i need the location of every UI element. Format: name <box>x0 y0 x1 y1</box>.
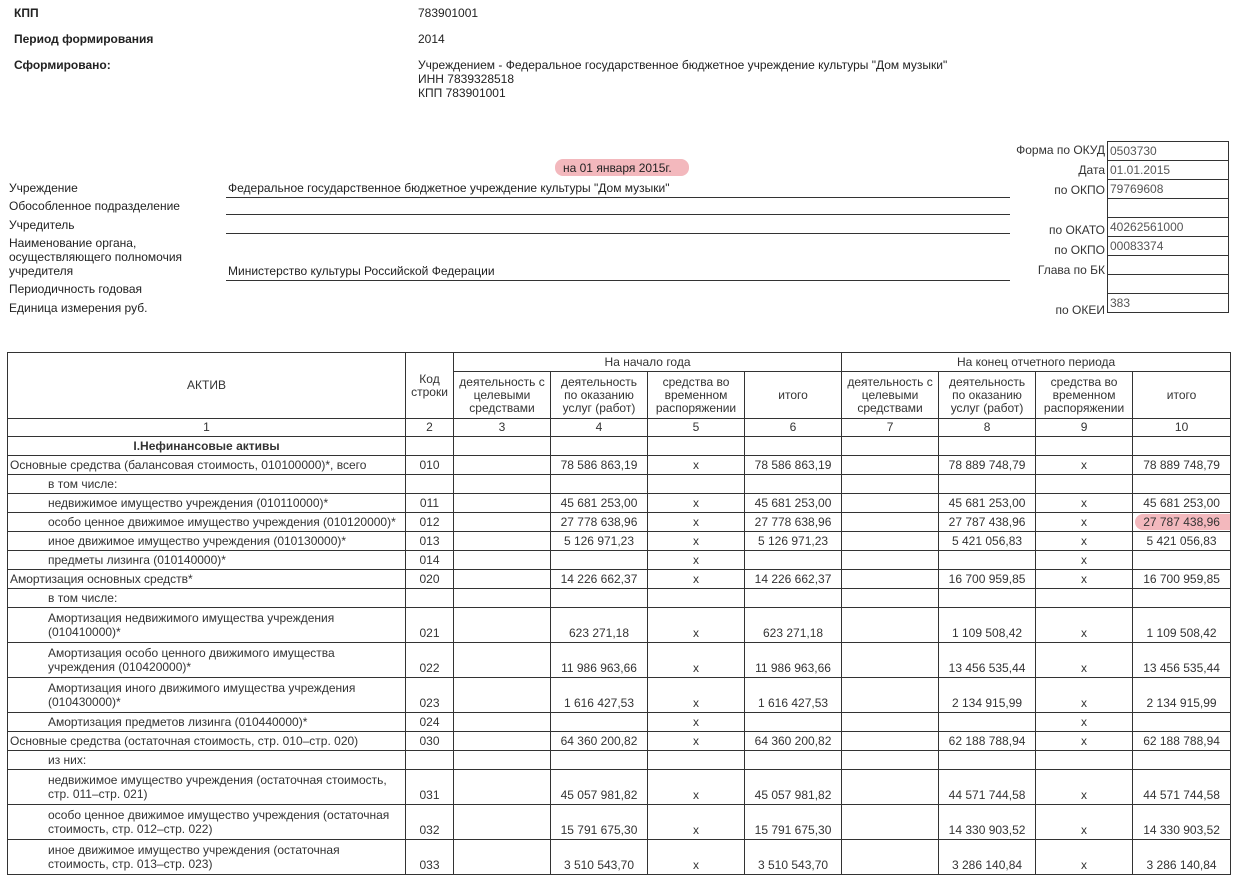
header-asset: АКТИВ <box>8 353 406 419</box>
row-value: 27 778 638,96 <box>551 513 648 532</box>
row-value: 78 889 748,79 <box>939 456 1036 475</box>
row-value: 1 109 508,42 <box>1133 608 1231 643</box>
row-value <box>842 643 939 678</box>
row-code: 010 <box>406 456 454 475</box>
table-row <box>8 494 1231 513</box>
code-value: 79769608 <box>1108 180 1229 199</box>
formed-line-3: КПП 783901001 <box>418 86 506 100</box>
row-code: 031 <box>406 770 454 805</box>
row-value: x <box>648 840 745 875</box>
row-value: 44 571 744,58 <box>939 770 1036 805</box>
row-name: иное движимое имущество учреждения (остаточная стоимость, стр. 013–стр. 023) <box>8 840 406 875</box>
row-value: 5 421 056,83 <box>1133 532 1231 551</box>
subdivision-label: Обособленное подразделение <box>9 199 180 213</box>
table-row <box>8 570 1231 589</box>
table-row <box>8 475 1231 494</box>
row-value <box>842 608 939 643</box>
row-name: из них: <box>8 751 406 770</box>
row-value <box>648 589 745 608</box>
row-value <box>454 608 551 643</box>
subheader-cell: итого <box>745 372 842 419</box>
row-value <box>745 713 842 732</box>
code-value: 383 <box>1108 294 1229 313</box>
row-value: 5 126 971,23 <box>551 532 648 551</box>
row-value: x <box>1036 732 1133 751</box>
row-name: особо ценное движимое имущество учреждения (остаточная стоимость, стр. 012–стр. 022) <box>8 805 406 840</box>
row-value: 45 057 981,82 <box>745 770 842 805</box>
row-name: Амортизация недвижимого имущества учреждения (010410000)* <box>8 608 406 643</box>
row-value <box>454 732 551 751</box>
table-row <box>8 608 1231 643</box>
row-value <box>454 475 551 494</box>
row-value: 13 456 535,44 <box>1133 643 1231 678</box>
row-value <box>454 532 551 551</box>
row-name: в том числе: <box>8 589 406 608</box>
table-row <box>8 770 1231 805</box>
row-value: 15 791 675,30 <box>551 805 648 840</box>
report-date-title: на 01 января 2015г. <box>563 161 672 175</box>
row-value <box>745 551 842 570</box>
row-value <box>842 456 939 475</box>
row-code: 023 <box>406 678 454 713</box>
row-value: x <box>648 732 745 751</box>
row-code: 032 <box>406 805 454 840</box>
row-value: 62 188 788,94 <box>939 732 1036 751</box>
codes-box <box>1107 141 1229 313</box>
periodicity-label: Периодичность годовая <box>9 282 143 296</box>
row-value <box>454 713 551 732</box>
row-value: x <box>1036 713 1133 732</box>
column-number: 1 <box>8 419 406 437</box>
row-value: 623 271,18 <box>551 608 648 643</box>
column-number: 8 <box>939 419 1036 437</box>
formed-line-2: ИНН 7839328518 <box>418 72 515 86</box>
column-number: 3 <box>454 419 551 437</box>
row-value: 27 787 438,96 <box>1143 515 1220 529</box>
row-name: Основные средства (балансовая стоимость, 010100000)*, всего <box>8 456 406 475</box>
row-value: x <box>648 551 745 570</box>
row-value <box>842 551 939 570</box>
row-value: x <box>1036 770 1133 805</box>
row-value: 64 360 200,82 <box>551 732 648 751</box>
row-value <box>551 713 648 732</box>
subheader-cell: деятельность с целевыми средствами <box>454 372 551 419</box>
row-value: 13 456 535,44 <box>939 643 1036 678</box>
header-start-of-year: На начало года <box>454 353 842 372</box>
highlighted-value <box>1133 513 1231 532</box>
row-value <box>939 751 1036 770</box>
row-value: 45 681 253,00 <box>745 494 842 513</box>
subheader-cell: итого <box>1133 372 1231 419</box>
row-value <box>454 551 551 570</box>
table-row <box>8 732 1231 751</box>
row-value: x <box>1036 643 1133 678</box>
subdivision-underline <box>226 214 1010 215</box>
row-value: 27 778 638,96 <box>745 513 842 532</box>
row-value <box>648 751 745 770</box>
row-value <box>842 770 939 805</box>
row-value <box>939 589 1036 608</box>
row-value <box>454 770 551 805</box>
column-number: 6 <box>745 419 842 437</box>
code-label <box>960 201 1106 221</box>
row-value: 44 571 744,58 <box>1133 770 1231 805</box>
row-code: 033 <box>406 840 454 875</box>
row-name: Амортизация особо ценного движимого имущества учреждения (010420000)* <box>8 643 406 678</box>
row-code <box>406 751 454 770</box>
row-value: x <box>1036 494 1133 513</box>
row-value: x <box>1036 513 1133 532</box>
row-value <box>842 751 939 770</box>
row-value <box>1133 551 1231 570</box>
row-value <box>454 678 551 713</box>
row-value: 2 134 915,99 <box>939 678 1036 713</box>
row-value: 3 510 543,70 <box>551 840 648 875</box>
row-code: 011 <box>406 494 454 513</box>
row-value <box>454 456 551 475</box>
row-name: Амортизация иного движимого имущества учреждения (010430000)* <box>8 678 406 713</box>
authority-underline <box>226 280 1010 281</box>
row-code: 021 <box>406 608 454 643</box>
code-value: 0503730 <box>1108 142 1229 161</box>
code-label <box>960 281 1106 301</box>
row-value <box>1036 751 1133 770</box>
column-number: 4 <box>551 419 648 437</box>
row-value: 78 586 863,19 <box>551 456 648 475</box>
row-value: x <box>648 513 745 532</box>
row-value: x <box>648 608 745 643</box>
row-value <box>551 589 648 608</box>
row-code: 030 <box>406 732 454 751</box>
row-value <box>745 475 842 494</box>
column-number: 5 <box>648 419 745 437</box>
row-code <box>406 589 454 608</box>
section-title: I.Нефинансовые активы <box>8 437 406 456</box>
row-value: x <box>1036 608 1133 643</box>
row-value <box>842 805 939 840</box>
row-value <box>454 589 551 608</box>
row-value <box>454 840 551 875</box>
row-value: 45 681 253,00 <box>939 494 1036 513</box>
row-value: 78 586 863,19 <box>745 456 842 475</box>
row-value: x <box>648 805 745 840</box>
subheader-cell: средства во временном распоряжении <box>1036 372 1133 419</box>
row-name: в том числе: <box>8 475 406 494</box>
period-label: Период формирования <box>14 32 154 46</box>
row-value: 1 616 427,53 <box>745 678 842 713</box>
table-row <box>8 551 1231 570</box>
row-value <box>939 713 1036 732</box>
row-value <box>1133 475 1231 494</box>
row-value: 45 681 253,00 <box>1133 494 1231 513</box>
code-value <box>1108 256 1229 275</box>
row-value: x <box>648 770 745 805</box>
row-value <box>1036 589 1133 608</box>
row-value <box>939 551 1036 570</box>
row-value: 2 134 915,99 <box>1133 678 1231 713</box>
row-value: 14 226 662,37 <box>551 570 648 589</box>
code-label: Дата <box>1078 163 1105 177</box>
row-value: x <box>1036 840 1133 875</box>
row-value: 45 057 981,82 <box>551 770 648 805</box>
row-code: 022 <box>406 643 454 678</box>
row-value <box>1036 475 1133 494</box>
row-value <box>745 751 842 770</box>
row-name: Основные средства (остаточная стоимость, стр. 010–стр. 020) <box>8 732 406 751</box>
authority-value: Министерство культуры Российской Федерации <box>228 264 495 278</box>
row-value: 1 109 508,42 <box>939 608 1036 643</box>
row-value <box>939 475 1036 494</box>
row-value: 3 286 140,84 <box>1133 840 1231 875</box>
subheader-cell: средства во временном распоряжении <box>648 372 745 419</box>
table-row <box>8 589 1231 608</box>
codes-labels <box>960 141 1106 321</box>
formed-line-1: Учреждением - Федеральное государственное бюджетное учреждение культуры "Дом музыки" <box>418 58 948 72</box>
period-value: 2014 <box>418 32 445 46</box>
column-number-row <box>8 419 1231 437</box>
row-value: x <box>1036 532 1133 551</box>
formed-label: Сформировано: <box>14 58 111 72</box>
authority-label-3: учредителя <box>9 264 74 278</box>
row-code <box>406 475 454 494</box>
row-value <box>454 805 551 840</box>
row-name: предметы лизинга (010140000)* <box>8 551 406 570</box>
table-row <box>8 713 1231 732</box>
subheader-cell: деятельность с целевыми средствами <box>842 372 939 419</box>
row-value <box>745 589 842 608</box>
row-value: x <box>648 456 745 475</box>
table-row <box>8 751 1231 770</box>
subheader-cell: деятельность по оказанию услуг (работ) <box>939 372 1036 419</box>
founder-label: Учредитель <box>9 218 75 232</box>
row-code: 024 <box>406 713 454 732</box>
row-name: особо ценное движимое имущество учреждения (010120000)* <box>8 513 406 532</box>
row-value: 16 700 959,85 <box>939 570 1036 589</box>
code-value: 01.01.2015 <box>1108 161 1229 180</box>
kpp-label: КПП <box>14 6 39 20</box>
row-value <box>842 513 939 532</box>
row-value: x <box>1036 551 1133 570</box>
row-value: 15 791 675,30 <box>745 805 842 840</box>
row-value: x <box>648 713 745 732</box>
row-value <box>842 732 939 751</box>
row-value <box>454 570 551 589</box>
column-number: 7 <box>842 419 939 437</box>
column-number: 10 <box>1133 419 1231 437</box>
row-value <box>842 570 939 589</box>
row-value <box>1133 713 1231 732</box>
code-value: 40262561000 <box>1108 218 1229 237</box>
authority-label-1: Наименование органа, <box>9 236 137 250</box>
table-row <box>8 532 1231 551</box>
table-row <box>8 840 1231 875</box>
row-value: 11 986 963,66 <box>551 643 648 678</box>
row-code: 014 <box>406 551 454 570</box>
row-value: x <box>1036 456 1133 475</box>
row-value: x <box>648 570 745 589</box>
row-code: 012 <box>406 513 454 532</box>
row-value <box>1133 589 1231 608</box>
row-value <box>842 532 939 551</box>
founder-underline <box>226 233 1010 234</box>
code-value <box>1108 199 1229 218</box>
column-number: 9 <box>1036 419 1133 437</box>
row-value <box>648 475 745 494</box>
row-value: 623 271,18 <box>745 608 842 643</box>
row-value: 14 330 903,52 <box>1133 805 1231 840</box>
code-label: Глава по БК <box>1037 263 1105 277</box>
row-value <box>842 494 939 513</box>
table-row <box>8 456 1231 475</box>
row-value: 16 700 959,85 <box>1133 570 1231 589</box>
row-value: x <box>648 532 745 551</box>
table-row <box>8 678 1231 713</box>
code-value: 00083374 <box>1108 237 1229 256</box>
table-row <box>8 643 1231 678</box>
header-code: Код строки <box>406 353 454 419</box>
row-value: 11 986 963,66 <box>745 643 842 678</box>
row-name: Амортизация основных средств* <box>8 570 406 589</box>
row-value <box>842 713 939 732</box>
row-name: недвижимое имущество учреждения (остаточная стоимость, стр. 011–стр. 021) <box>8 770 406 805</box>
table-row <box>8 513 1231 532</box>
code-label: по ОКЕИ <box>1055 303 1105 317</box>
unit-label: Единица измерения руб. <box>9 301 148 315</box>
code-label: по ОКПО <box>1054 243 1105 257</box>
column-number: 2 <box>406 419 454 437</box>
institution-value: Федеральное государственное бюджетное учреждение культуры "Дом музыки" <box>228 181 670 195</box>
row-value: 14 330 903,52 <box>939 805 1036 840</box>
row-value <box>842 475 939 494</box>
code-label: по ОКАТО <box>1048 223 1105 237</box>
subheader-cell: деятельность по оказанию услуг (работ) <box>551 372 648 419</box>
row-code: 020 <box>406 570 454 589</box>
row-value: x <box>648 678 745 713</box>
kpp-value: 783901001 <box>418 6 479 20</box>
institution-underline <box>226 197 1010 198</box>
row-value: 1 616 427,53 <box>551 678 648 713</box>
code-value <box>1108 275 1229 294</box>
table-row <box>8 805 1231 840</box>
row-value <box>454 643 551 678</box>
row-value <box>454 751 551 770</box>
row-value: x <box>1036 678 1133 713</box>
row-name: недвижимое имущество учреждения (010110000)* <box>8 494 406 513</box>
row-value: x <box>648 643 745 678</box>
row-value: x <box>1036 805 1133 840</box>
row-value <box>842 589 939 608</box>
row-value: 3 286 140,84 <box>939 840 1036 875</box>
row-value: x <box>648 494 745 513</box>
row-value <box>551 751 648 770</box>
row-value: 5 421 056,83 <box>939 532 1036 551</box>
row-name: Амортизация предметов лизинга (010440000)* <box>8 713 406 732</box>
code-label: по ОКПО <box>1054 183 1105 197</box>
row-value: 64 360 200,82 <box>745 732 842 751</box>
row-value: 78 889 748,79 <box>1133 456 1231 475</box>
header-end-of-period: На конец отчетного периода <box>842 353 1231 372</box>
row-value <box>1133 751 1231 770</box>
row-value: x <box>1036 570 1133 589</box>
authority-label-2: осуществляющего полномочия <box>9 250 183 264</box>
row-value: 3 510 543,70 <box>745 840 842 875</box>
row-value: 45 681 253,00 <box>551 494 648 513</box>
row-name: иное движимое имущество учреждения (010130000)* <box>8 532 406 551</box>
row-value: 27 787 438,96 <box>939 513 1036 532</box>
row-value <box>551 475 648 494</box>
row-code: 013 <box>406 532 454 551</box>
row-value: 5 126 971,23 <box>745 532 842 551</box>
row-value <box>842 840 939 875</box>
row-value: 62 188 788,94 <box>1133 732 1231 751</box>
code-label: Форма по ОКУД <box>1016 143 1105 157</box>
balance-table <box>7 352 1231 875</box>
row-value <box>551 551 648 570</box>
row-value <box>842 678 939 713</box>
institution-label: Учреждение <box>9 181 78 195</box>
row-value <box>454 513 551 532</box>
row-value <box>454 494 551 513</box>
row-value: 14 226 662,37 <box>745 570 842 589</box>
